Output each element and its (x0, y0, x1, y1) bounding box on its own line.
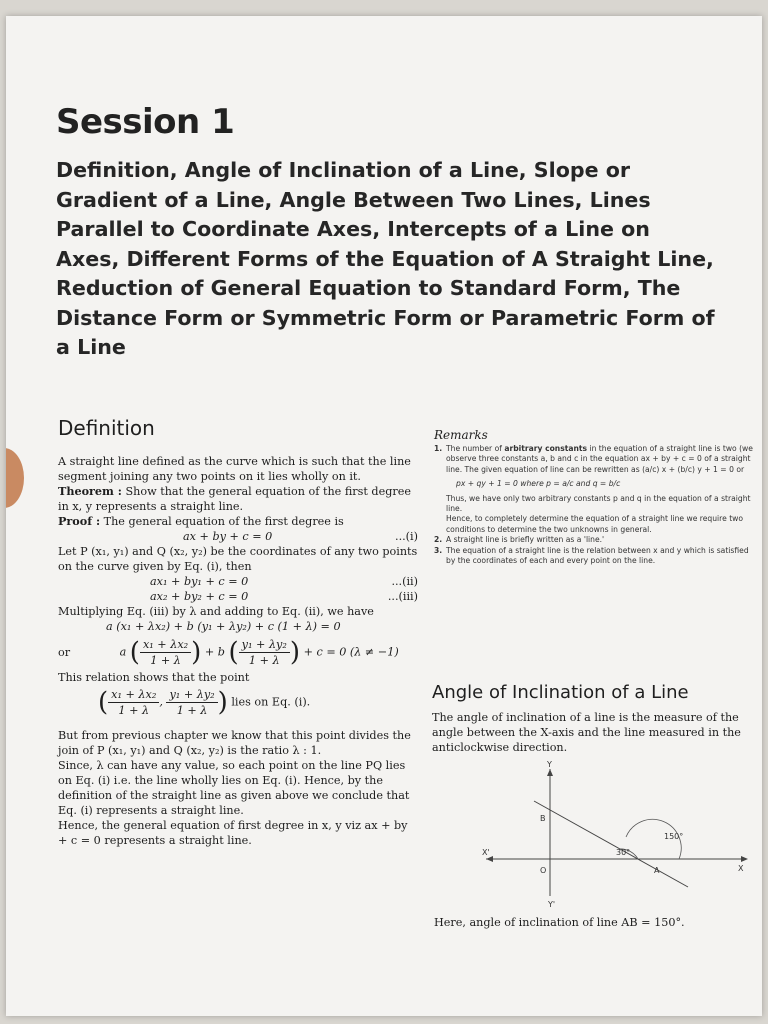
definition-heading: Definition (58, 416, 155, 440)
relation-paragraph: This relation shows that the point (58, 671, 250, 684)
equation-3-text: ax₂ + by₂ + c = 0 (150, 590, 249, 603)
remark-1-equation: px + qy + 1 = 0 where p = a/c and q = b/c (456, 479, 621, 489)
point-fraction-y-num: y₁ + λy₂ (166, 687, 217, 703)
equation-3-tag: ...(iii) (387, 590, 418, 603)
point-fraction-y (166, 687, 217, 718)
equation-5 (58, 637, 418, 668)
equation-4-text: a (x₁ + λx₂) + b (y₁ + λy₂) + c (1 + λ) = 0 (106, 620, 341, 633)
let-paragraph: Let P (x₁, y₁) and Q (x₂, y₂) be the coordinates of any two points on the curve given by Eq. (i), then (58, 545, 418, 573)
angle-heading: Angle of Inclination of a Line (432, 682, 689, 703)
textbook-page (6, 16, 762, 1016)
label-150-degrees: 150° (664, 832, 684, 841)
remark-2-text: A straight line is briefly written as a 'line.' (446, 535, 605, 545)
equation-2-text: ax₁ + by₁ + c = 0 (150, 575, 249, 588)
equation-2 (58, 574, 418, 589)
fraction-y (239, 637, 290, 668)
label-y-neg: Y' (548, 900, 556, 909)
definition-body (58, 454, 418, 848)
fraction-x-num: x₁ + λx₂ (140, 637, 191, 653)
angle-paragraph: The angle of inclination of a line is the measure of the angle between the X-axis and the line measured in the anticlockwise direction. (432, 711, 741, 754)
hence-paragraph: Hence, the general equation of first degree in x, y viz ax + by + c = 0 represents a straight line. (58, 819, 408, 847)
proof-paragraph (58, 514, 418, 529)
remark-item-3 (434, 546, 758, 567)
divides-paragraph: But from previous chapter we know that this point divides the join of P (x₁, y₁) and Q (x₂, y₂) is the ratio λ : 1. (58, 729, 411, 757)
y-axis-arrow (547, 769, 553, 776)
remark-3-number: 3. (434, 545, 443, 555)
theorem-label: Theorem : (58, 484, 122, 498)
remark-item-1 (434, 444, 758, 535)
fraction-y-den: 1 + λ (248, 654, 280, 667)
fraction-x (140, 637, 191, 668)
theorem-text: Show that the general equation of the first degree in x, y represents a straight line. (58, 485, 411, 513)
remark-1-hence: Hence, to completely determine the equation of a straight line we require two conditions to determine the two unknowns in general. (446, 514, 744, 534)
equation-4 (58, 619, 418, 634)
label-a: A (654, 866, 660, 875)
point-expression: ( $\frac{\text{x₁ + λx₂}}{1 + \lambda}$ , $\frac{\text{y₁ + λy₂}}{1 + \lambda}$ ) lies on Eq. (i). (98, 687, 311, 718)
session-label: Session 1 (56, 102, 235, 142)
equation-1-text: ax + by + c = 0 (183, 530, 273, 543)
equation-1-tag: ...(i) (395, 530, 418, 543)
fraction-x-den: 1 + λ (150, 654, 181, 667)
diagram-caption: Here, angle of inclination of line AB = 150°. (434, 916, 685, 929)
inclination-diagram (476, 761, 756, 911)
thumb (6, 448, 24, 508)
main-title: Definition, Angle of Inclination of a Line, Slope or Gradient of a Line, Angle Between Two Lines, Lines Parallel to Coordinate Axes, Intercepts of a Line on Axes, Different Forms of the Equation of A Straight Line, Reduction of General Equation to Standard Form, The Distance Form or Symmetric Form or Parametric Form of a Line (56, 158, 715, 359)
remark-2-number: 2. (434, 535, 443, 545)
equation-5-a: a (119, 645, 127, 659)
equation-3 (58, 589, 418, 604)
point-tail: lies on Eq. (i). (231, 695, 311, 709)
multiply-paragraph: Multiplying Eq. (iii) by λ and adding to Eq. (ii), we have (58, 605, 374, 618)
paren-open: ( (98, 687, 109, 718)
equation-5-tail: + c = 0 (λ ≠ −1) (303, 645, 399, 659)
remark-item-2 (434, 535, 758, 545)
label-30-degrees: 30° (616, 848, 631, 857)
remark-1-number: 1. (434, 444, 443, 453)
remark-1-bold: arbitrary constants (504, 444, 588, 453)
point-fraction-x (108, 687, 159, 718)
label-origin: O (540, 866, 547, 875)
label-y: Y (547, 761, 552, 769)
point-fraction-x-den: 1 + λ (118, 704, 150, 717)
fraction-y-num: y₁ + λy₂ (239, 637, 290, 653)
definition-intro: A straight line defined as the curve which is such that the line segment joining any two points on it lies wholly on it. (58, 455, 411, 483)
label-b: B (540, 814, 546, 823)
equation-1 (58, 529, 418, 544)
paren-close: ) (289, 637, 300, 668)
equation-2-tag: ...(ii) (391, 575, 418, 588)
remarks-title: Remarks (434, 428, 488, 442)
equation-5-plus-b: + b (204, 645, 225, 659)
paren-close: ) (191, 637, 202, 668)
label-x-neg: X' (482, 848, 490, 857)
paren-open: ( (129, 637, 140, 668)
remark-3-text: The equation of a straight line is the relation between x and y which is satisfied by the coordinates of each and every point on the line. (446, 545, 749, 566)
paren-close: ) (217, 687, 228, 718)
remark-1-pre: The number of (446, 444, 502, 453)
since-paragraph: Since, λ can have any value, so each point on the line PQ lies on Eq. (i) i.e. the line wholly lies on Eq. (i). Hence, by the definition of the straight line as given above we conclude that Eq. (i) represents a straight line. (58, 759, 410, 817)
theorem-paragraph (58, 484, 418, 514)
point-fraction-x-num: x₁ + λx₂ (108, 687, 159, 703)
paren-open: ( (228, 637, 239, 668)
proof-label: Proof : (58, 514, 101, 528)
remarks-list (434, 444, 758, 566)
remark-1-text: in the equation of a straight line is two (we observe three constants a, b and c in the equation ax + by + c = 0 of a straight line. The given equation of line can be rewritten as (a/c) x + (b/c) y + 1 = 0 or (446, 444, 753, 474)
proof-text: The general equation of the first degree is (103, 515, 344, 528)
or-label: or (58, 645, 71, 659)
remark-1-thus: Thus, we have only two arbitrary constants p and q in the equation of a straight line. (446, 493, 751, 514)
x-axis-arrow (741, 856, 748, 862)
line-ab (534, 801, 688, 887)
label-x: X (738, 864, 744, 873)
point-fraction-y-den: 1 + λ (176, 704, 208, 717)
